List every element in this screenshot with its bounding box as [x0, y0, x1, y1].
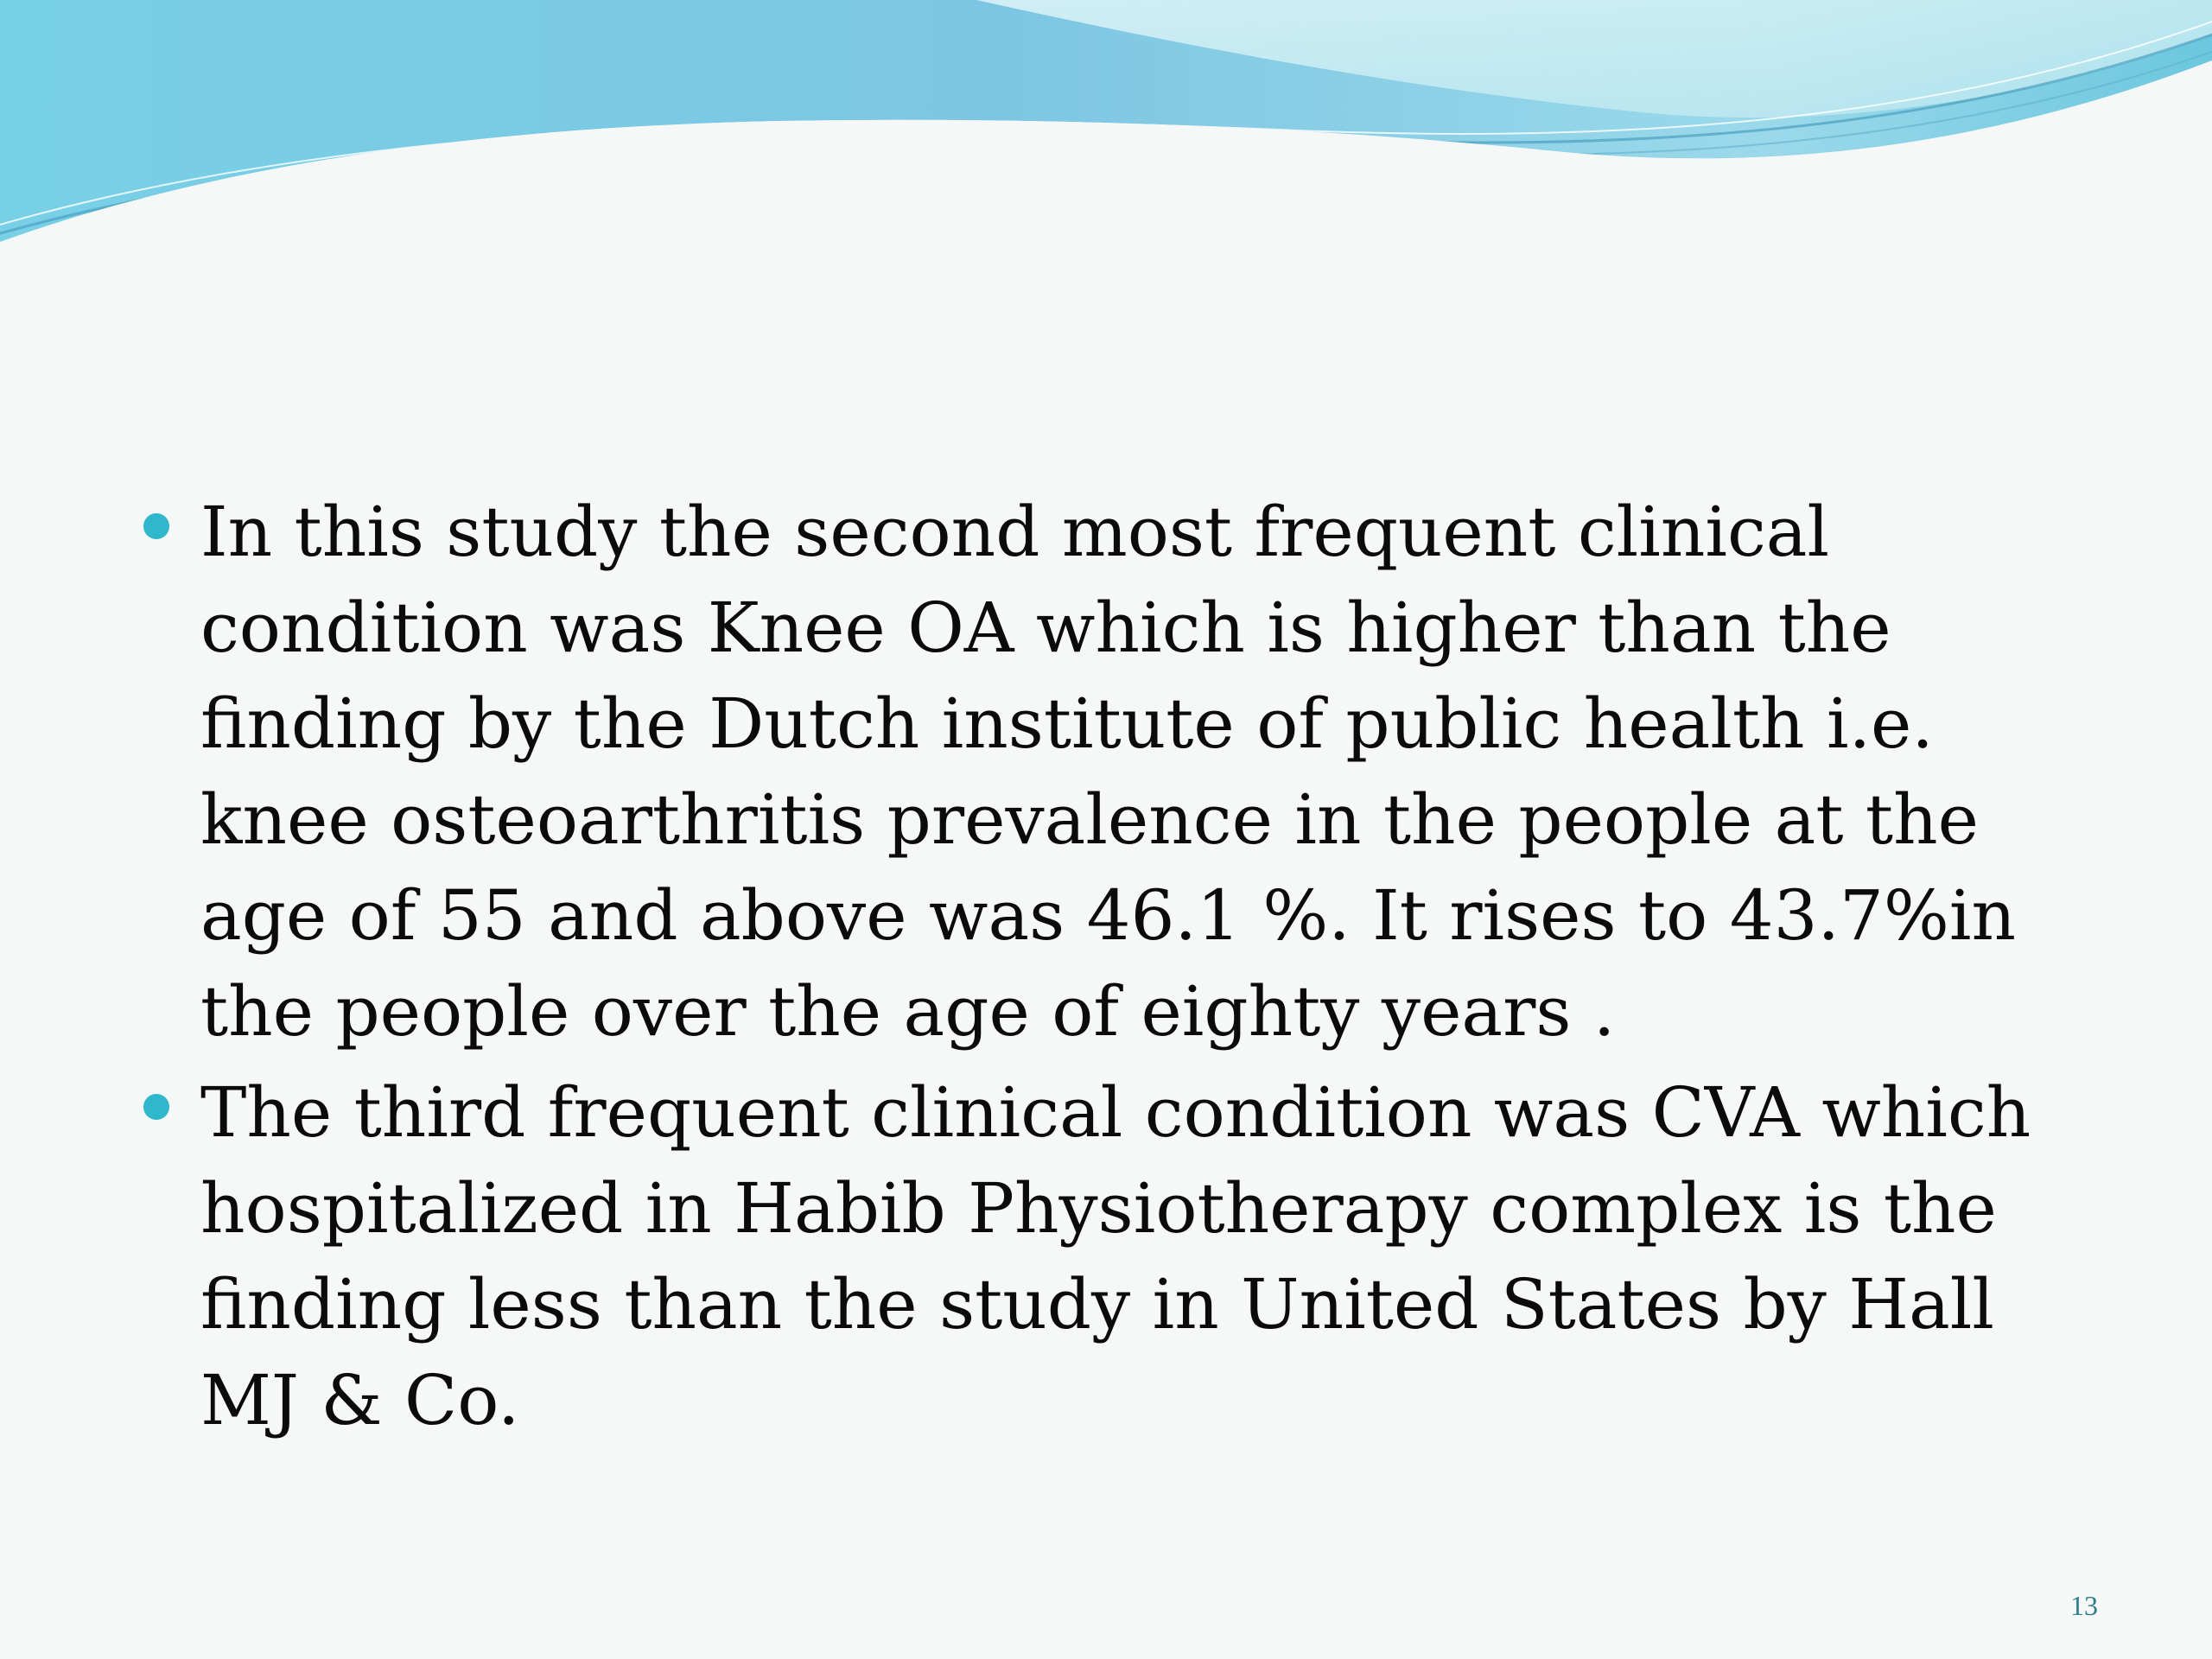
bullet-item	[137, 484, 2089, 1059]
bullet-text: In this study the second most frequent clinical condition was Knee OA which is higher than the finding by the Dutch institute of public health i.e. knee osteoarthritis prevalence in the people at the age of 55 and above was 46.1 %. It rises to 43.7%in the people over the age of eighty years .	[200, 492, 2016, 1052]
bullet-dot-icon	[143, 513, 169, 539]
bullet-dot-icon	[143, 1094, 169, 1120]
bullet-item	[137, 1065, 2089, 1448]
slide-body	[137, 484, 2089, 1453]
header-wave-decoration	[0, 0, 2212, 259]
bullet-list	[137, 484, 2089, 1448]
bullet-text: The third frequent clinical condition was CVA which hospitalized in Habib Physiotherapy complex is the finding less than the study in United States by Hall MJ & Co.	[200, 1072, 2031, 1440]
page-number: 13	[2070, 1590, 2098, 1621]
